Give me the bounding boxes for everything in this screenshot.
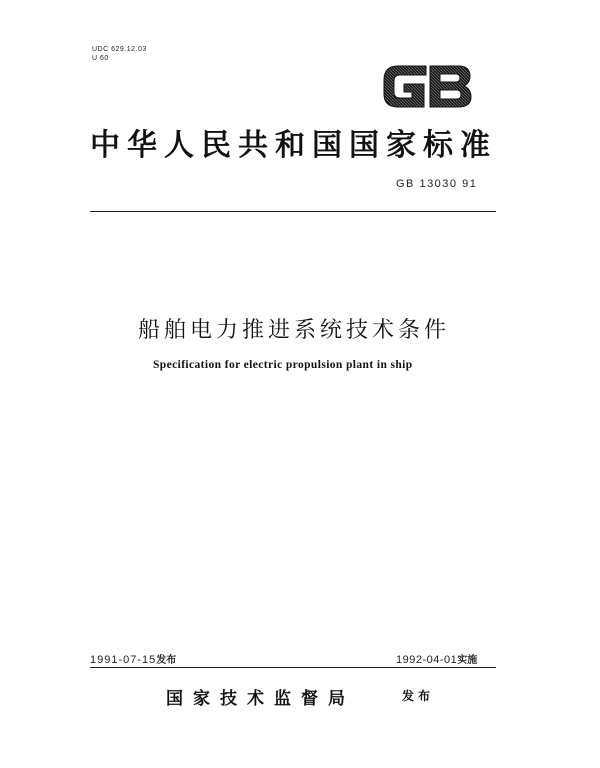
udc-classification	[92, 45, 147, 63]
standard-title: 中华人民共和国国家标准	[90, 128, 497, 163]
issue-label: 发布	[156, 655, 177, 666]
issuer-action: 发布	[402, 689, 435, 703]
top-divider	[90, 211, 496, 212]
standard-code: GB 13030 91	[396, 178, 478, 190]
gb-logo	[380, 60, 474, 112]
udc-line-2: U 60	[92, 55, 109, 62]
effective-date-block	[396, 651, 477, 666]
udc-line: UDC 629.12.03	[92, 46, 147, 53]
effective-date: 1992-04-01	[396, 654, 458, 666]
issuer-name: 国家技术监督局	[166, 689, 355, 709]
document-title-en: Specification for electric propulsion plant in ship	[153, 359, 413, 371]
bottom-divider	[90, 667, 496, 668]
issue-date: 1991-07-15	[90, 654, 157, 666]
effective-label: 实施	[457, 655, 478, 666]
document-title-cn: 船舶电力推进系统技术条件	[138, 318, 451, 343]
issue-date-block	[90, 651, 176, 666]
